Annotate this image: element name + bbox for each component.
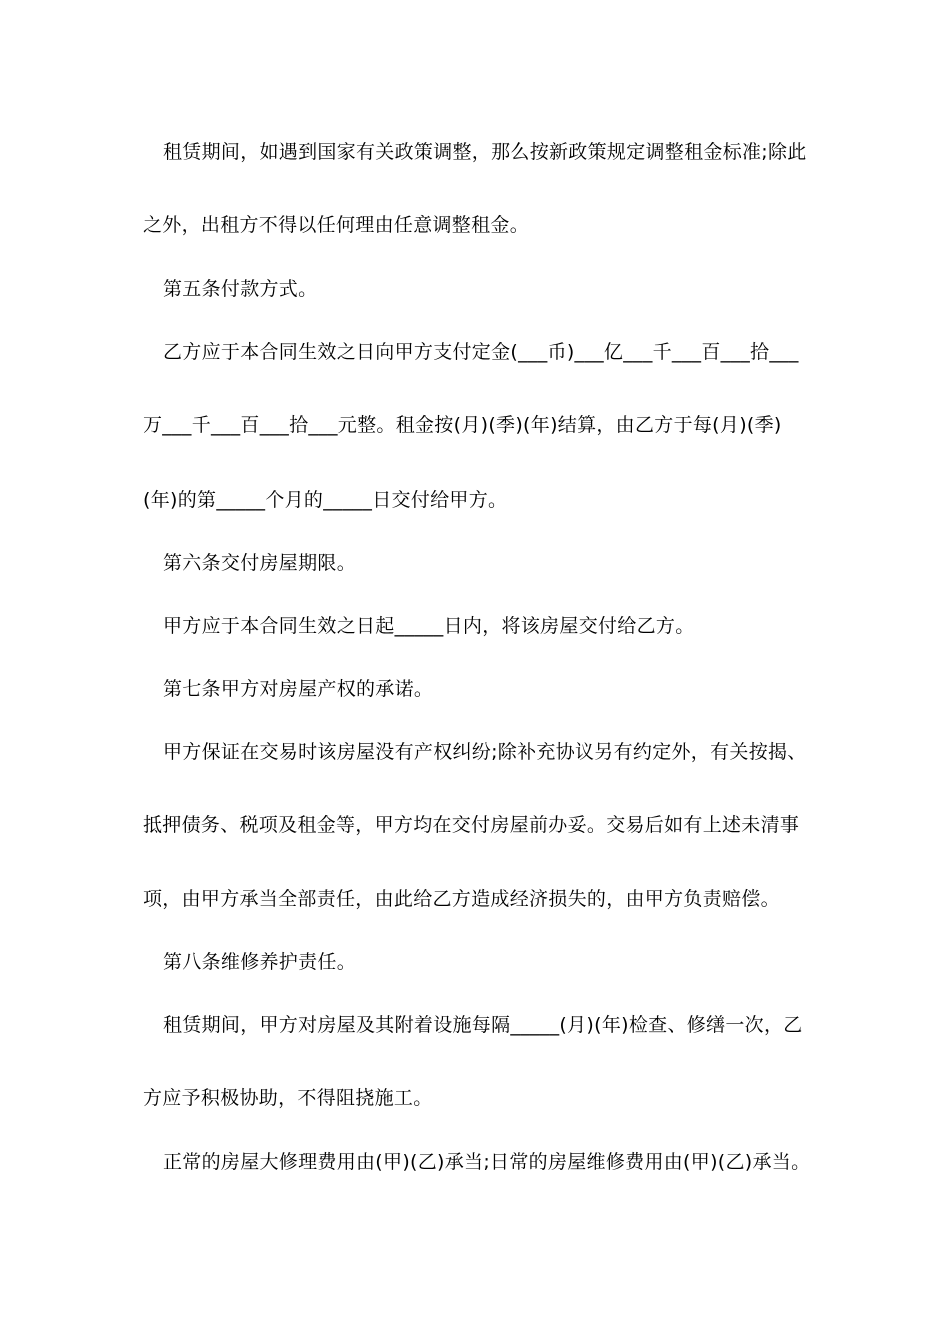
- paragraph-line: 租赁期间，如遇到国家有关政策调整，那么按新政策规定调整租金标准;除此: [163, 141, 807, 163]
- paragraph-line: 乙方应于本合同生效之日向甲方支付定金(___币)___亿___千___百___拾___: [163, 341, 799, 363]
- paragraph-line: 甲方保证在交易时该房屋没有产权纠纷;除补充协议另有约定外，有关按揭、: [163, 741, 807, 763]
- paragraph-line: (年)的第_____个月的_____日交付给甲方。: [143, 489, 508, 511]
- paragraph-line: 万___千___百___拾___元整。租金按(月)(季)(年)结算，由乙方于每(月)(季): [143, 414, 782, 436]
- section-heading: 第七条甲方对房屋产权的承诺。: [163, 678, 434, 700]
- paragraph-line: 租赁期间，甲方对房屋及其附着设施每隔_____(月)(年)检查、修缮一次，乙: [163, 1014, 803, 1036]
- paragraph-line: 之外，出租方不得以任何理由任意调整租金。: [143, 214, 530, 236]
- section-heading: 第八条维修养护责任。: [163, 951, 357, 973]
- paragraph-line: 正常的房屋大修理费用由(甲)(乙)承当;日常的房屋维修费用由(甲)(乙)承当。: [163, 1151, 811, 1173]
- paragraph-line: 抵押债务、税项及租金等，甲方均在交付房屋前办妥。交易后如有上述未清事: [143, 814, 800, 836]
- section-heading: 第六条交付房屋期限。: [163, 552, 357, 574]
- paragraph-line: 方应予积极协助，不得阻挠施工。: [143, 1087, 433, 1109]
- paragraph-line: 项，由甲方承当全部责任，由此给乙方造成经济损失的，由甲方负责赔偿。: [143, 888, 780, 910]
- section-heading: 第五条付款方式。: [163, 278, 318, 300]
- paragraph-line: 甲方应于本合同生效之日起_____日内，将该房屋交付给乙方。: [163, 615, 695, 637]
